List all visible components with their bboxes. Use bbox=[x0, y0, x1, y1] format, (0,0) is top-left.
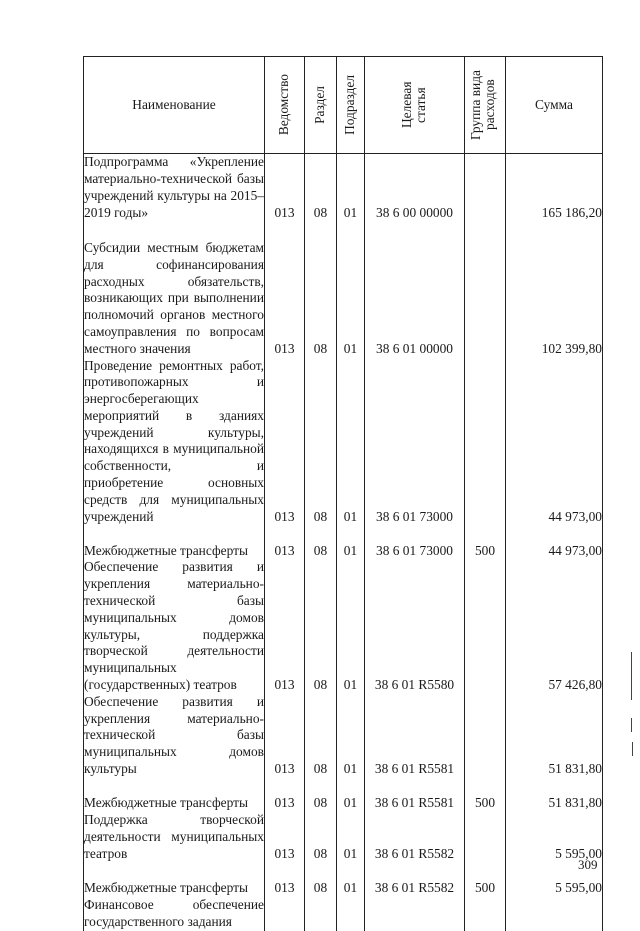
row-expense-group bbox=[465, 812, 506, 863]
table-row bbox=[84, 863, 603, 897]
row-subsection: 01 bbox=[337, 778, 365, 812]
row-department: 013 bbox=[265, 863, 305, 897]
table-row bbox=[84, 222, 603, 358]
row-name: Проведение ремонтных работ, противопожарных и энергосберегающих мероприятий в зданиях учреждений культуры, находящихся в муниципальной собственности, и приобретение основных средств для муниципальных учреждений bbox=[84, 357, 264, 524]
row-section: 08 bbox=[305, 222, 337, 358]
budget-table bbox=[83, 56, 603, 931]
row-sum: 57 426,80 bbox=[506, 559, 603, 693]
row-department: 013 bbox=[265, 812, 305, 863]
row-target-article: 38 6 01 R5581 bbox=[365, 778, 465, 812]
row-section: 08 bbox=[305, 154, 337, 222]
row-subsection: 01 bbox=[337, 559, 365, 693]
row-expense-group: 500 bbox=[465, 525, 506, 559]
row-section: 08 bbox=[305, 863, 337, 897]
table-row bbox=[84, 694, 603, 778]
row-subsection: 01 bbox=[337, 154, 365, 222]
table-row bbox=[84, 358, 603, 526]
row-sum: 51 831,80 bbox=[506, 694, 603, 778]
scan-margin-mark bbox=[632, 742, 633, 756]
table-row bbox=[84, 812, 603, 863]
row-subsection bbox=[337, 897, 365, 931]
table-row bbox=[84, 525, 603, 559]
row-name: Межбюджетные трансферты bbox=[84, 525, 265, 559]
row-department: 013 bbox=[265, 358, 305, 526]
row-sum: 44 973,00 bbox=[506, 358, 603, 526]
scan-margin-mark bbox=[631, 718, 632, 732]
row-department: 013 bbox=[265, 525, 305, 559]
row-section: 08 bbox=[305, 559, 337, 693]
row-target-article: 38 6 01 R5582 bbox=[365, 863, 465, 897]
row-target-article: 38 6 01 73000 bbox=[365, 358, 465, 526]
header-department: Ведомство bbox=[265, 57, 305, 154]
table-header-row bbox=[84, 57, 603, 154]
row-section: 08 bbox=[305, 525, 337, 559]
row-subsection: 01 bbox=[337, 525, 365, 559]
row-sum: 102 399,80 bbox=[506, 222, 603, 358]
row-name: Поддержка творческой деятельности муниципальных театров bbox=[84, 812, 264, 862]
row-section: 08 bbox=[305, 694, 337, 778]
table-row bbox=[84, 897, 603, 931]
row-subsection: 01 bbox=[337, 812, 365, 863]
row-expense-group bbox=[465, 154, 506, 222]
row-department: 013 bbox=[265, 694, 305, 778]
row-section: 08 bbox=[305, 358, 337, 526]
row-section: 08 bbox=[305, 778, 337, 812]
row-sum: 5 595,00 bbox=[506, 812, 603, 863]
row-expense-group: 500 bbox=[465, 863, 506, 897]
header-name: Наименование bbox=[84, 57, 265, 154]
row-section: 08 bbox=[305, 812, 337, 863]
row-department bbox=[265, 897, 305, 931]
row-sum: 165 186,20 bbox=[506, 154, 603, 222]
row-sum: 51 831,80 bbox=[506, 778, 603, 812]
row-name: Финансовое обеспечение государственного задания bbox=[84, 897, 264, 930]
row-department: 013 bbox=[265, 154, 305, 222]
row-name: Подпрограмма «Укрепление материально-технической базы учреждений культуры на 2015–2019 годы» bbox=[84, 154, 264, 220]
header-expense-group: Группа вида расходов bbox=[465, 57, 506, 154]
row-name: Субсидии местным бюджетам для софинансирования расходных обязательств, возникающих при выполнении полномочий органов местного самоуправления по вопросам местного значения bbox=[84, 222, 265, 358]
row-expense-group bbox=[465, 694, 506, 778]
header-subsection: Подраздел bbox=[337, 57, 365, 154]
row-name: Обеспечение развития и укрепления материально-технической базы муниципальных домов культуры bbox=[84, 693, 264, 777]
row-subsection: 01 bbox=[337, 222, 365, 358]
row-sum: 44 973,00 bbox=[506, 525, 603, 559]
header-target-article: Целевая статья bbox=[365, 57, 465, 154]
row-department: 013 bbox=[265, 778, 305, 812]
row-name: Межбюджетные трансферты bbox=[84, 778, 265, 812]
row-department: 013 bbox=[265, 559, 305, 693]
row-name: Межбюджетные трансферты bbox=[84, 863, 265, 897]
row-subsection: 01 bbox=[337, 863, 365, 897]
row-sum bbox=[506, 897, 603, 931]
row-sum: 5 595,00 bbox=[506, 863, 603, 897]
scan-margin-mark bbox=[631, 652, 632, 700]
row-expense-group bbox=[465, 897, 506, 931]
row-target-article: 38 6 01 R5581 bbox=[365, 694, 465, 778]
row-expense-group bbox=[465, 358, 506, 526]
row-target-article bbox=[365, 897, 465, 931]
page-number: 309 bbox=[578, 857, 598, 872]
row-expense-group bbox=[465, 559, 506, 693]
row-target-article: 38 6 01 73000 bbox=[365, 525, 465, 559]
row-target-article: 38 6 01 00000 bbox=[365, 222, 465, 358]
row-section bbox=[305, 897, 337, 931]
table-row bbox=[84, 778, 603, 812]
row-subsection: 01 bbox=[337, 694, 365, 778]
row-name: Обеспечение развития и укрепления материально-технической базы муниципальных домов культуры, поддержка творческой деятельности муниципальных (государственных) театров bbox=[84, 559, 264, 693]
row-subsection: 01 bbox=[337, 358, 365, 526]
row-target-article: 38 6 00 00000 bbox=[365, 154, 465, 222]
table-row bbox=[84, 154, 603, 222]
row-target-article: 38 6 01 R5582 bbox=[365, 812, 465, 863]
table-row bbox=[84, 559, 603, 693]
row-expense-group bbox=[465, 222, 506, 358]
header-sum: Сумма bbox=[506, 57, 603, 154]
row-department: 013 bbox=[265, 222, 305, 358]
row-expense-group: 500 bbox=[465, 778, 506, 812]
header-section: Раздел bbox=[305, 57, 337, 154]
row-target-article: 38 6 01 R5580 bbox=[365, 559, 465, 693]
